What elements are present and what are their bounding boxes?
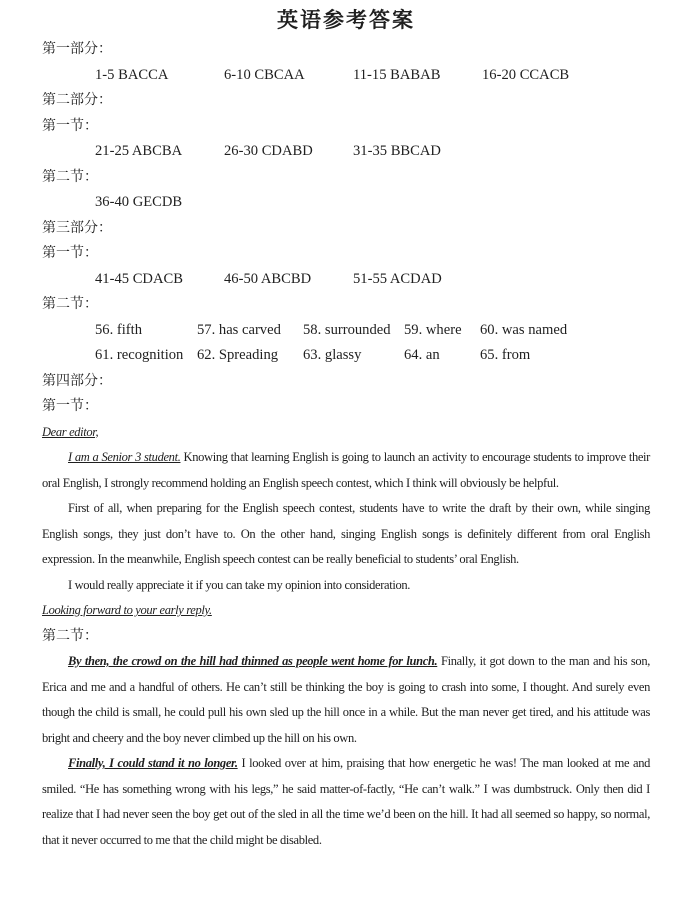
part2-section1-answers [95,139,650,165]
essay1-salutation [42,420,650,446]
answer-item: 60. was named [480,321,568,338]
part3-label: 第三部分： [42,220,112,236]
answer-group: 46-50 ABCBD [224,270,312,287]
essay2-paragraph-2 [42,751,650,853]
answer-group: 41-45 CDACB [95,270,183,287]
answer-group: 21-25 ABCBA [95,143,183,159]
answer-group: 6-10 CBCAA [224,66,305,83]
essay2-paragraph-1 [42,649,650,751]
answer-group: 26-30 CDABD [224,143,313,159]
answer-item: 61. recognition [95,347,184,363]
part2-label: 第二部分： [42,93,112,108]
answer-item: 59. where [404,321,462,338]
essay1-paragraph-2: First of all, when preparing for the English speech contest, students have to write the draft by their own, while singing English songs, they just don’t have to. On the other hand, singing English songs is definitely different from oral English expression. In the meanwhile, English speech contest can be really beneficial to students’ oral English. [42,501,650,566]
part1-answers [95,63,650,89]
answer-group: 31-35 BBCAD [353,143,441,159]
part3-section2-answers-row1 [95,318,650,344]
closing-text: Looking forward to your early reply. [42,603,212,617]
part3-section2-label: 第二节： [42,297,98,312]
part2-section2-label: 第二节： [42,169,98,185]
part4-section2-label: 第二节： [42,628,98,644]
essay1-closing [42,598,650,624]
essay2-para2-rest: I looked over at him, praising that how energetic he was! The man looked at me and smiled. “He has something wrong with his legs,” he said matter-of-factly, “He can’t walk.” I was dumbstruck. Only then did I realize that I had never seen the boy get out of the sled in all the time we’d been on the hill. It had all seemed so happy, so normal, that it never occurred to me that the child might be disabled. [42,756,650,847]
answer-group: 11-15 BABAB [353,66,441,83]
answer-group: 1-5 BACCA [95,66,169,83]
part4-section1-label: 第一节： [42,399,98,414]
essay2-para1-rest: Finally, it got down to the man and his son, Erica and me and a handful of others. He can’t still be thinking the boy is going to crash into some, I thought. And surely even though the child is small, he could pull his own sled up the hill once in a while. But the man never get tired, and his attitude was bright and cheery and the boy never climbed up the hill on his own. [42,654,651,745]
answer-item: 64. an [404,347,440,363]
part3-section1-answers [95,267,650,293]
answer-item: 62. Spreading [197,347,279,363]
essay1-paragraph-3: I would really appreciate it if you can take my opinion into consideration. [68,577,411,592]
doc-title: 英语参考答案 [277,8,415,32]
essay1-para1-lead: I am a Senior 3 student. [68,450,181,464]
answer-item: 58. surrounded [303,321,391,338]
answer-item: 56. fifth [95,321,143,338]
answer-group: 16-20 CCACB [482,66,570,83]
essay1-para1-rest: Knowing that learning English is going to launch an activity to encourage students to improve their oral English, I strongly recommend holding an English speech contest, which I think will obviously be helpful. [42,450,650,490]
answer-group: 36-40 GECDB [95,194,183,210]
answer-item: 63. glassy [303,347,362,363]
answer-item: 57. has carved [197,321,281,338]
part4-label: 第四部分： [42,373,112,389]
essay1-paragraph-1 [42,445,650,496]
answer-group: 51-55 ACDAD [353,270,442,287]
essay2-para2-lead: Finally, I could stand it no longer. [68,756,238,770]
part3-section1-label: 第一节： [42,246,98,261]
part3-section2-answers-row2 [95,343,650,369]
answer-item: 65. from [480,347,531,363]
part2-section2-answers [95,190,650,216]
essay2-para1-lead: By then, the crowd on the hill had thinned as people went home for lunch. [68,654,438,668]
part2-section1-label: 第一节： [42,118,98,134]
salutation-text: Dear editor, [42,424,99,439]
part1-label: 第一部分： [42,42,112,57]
